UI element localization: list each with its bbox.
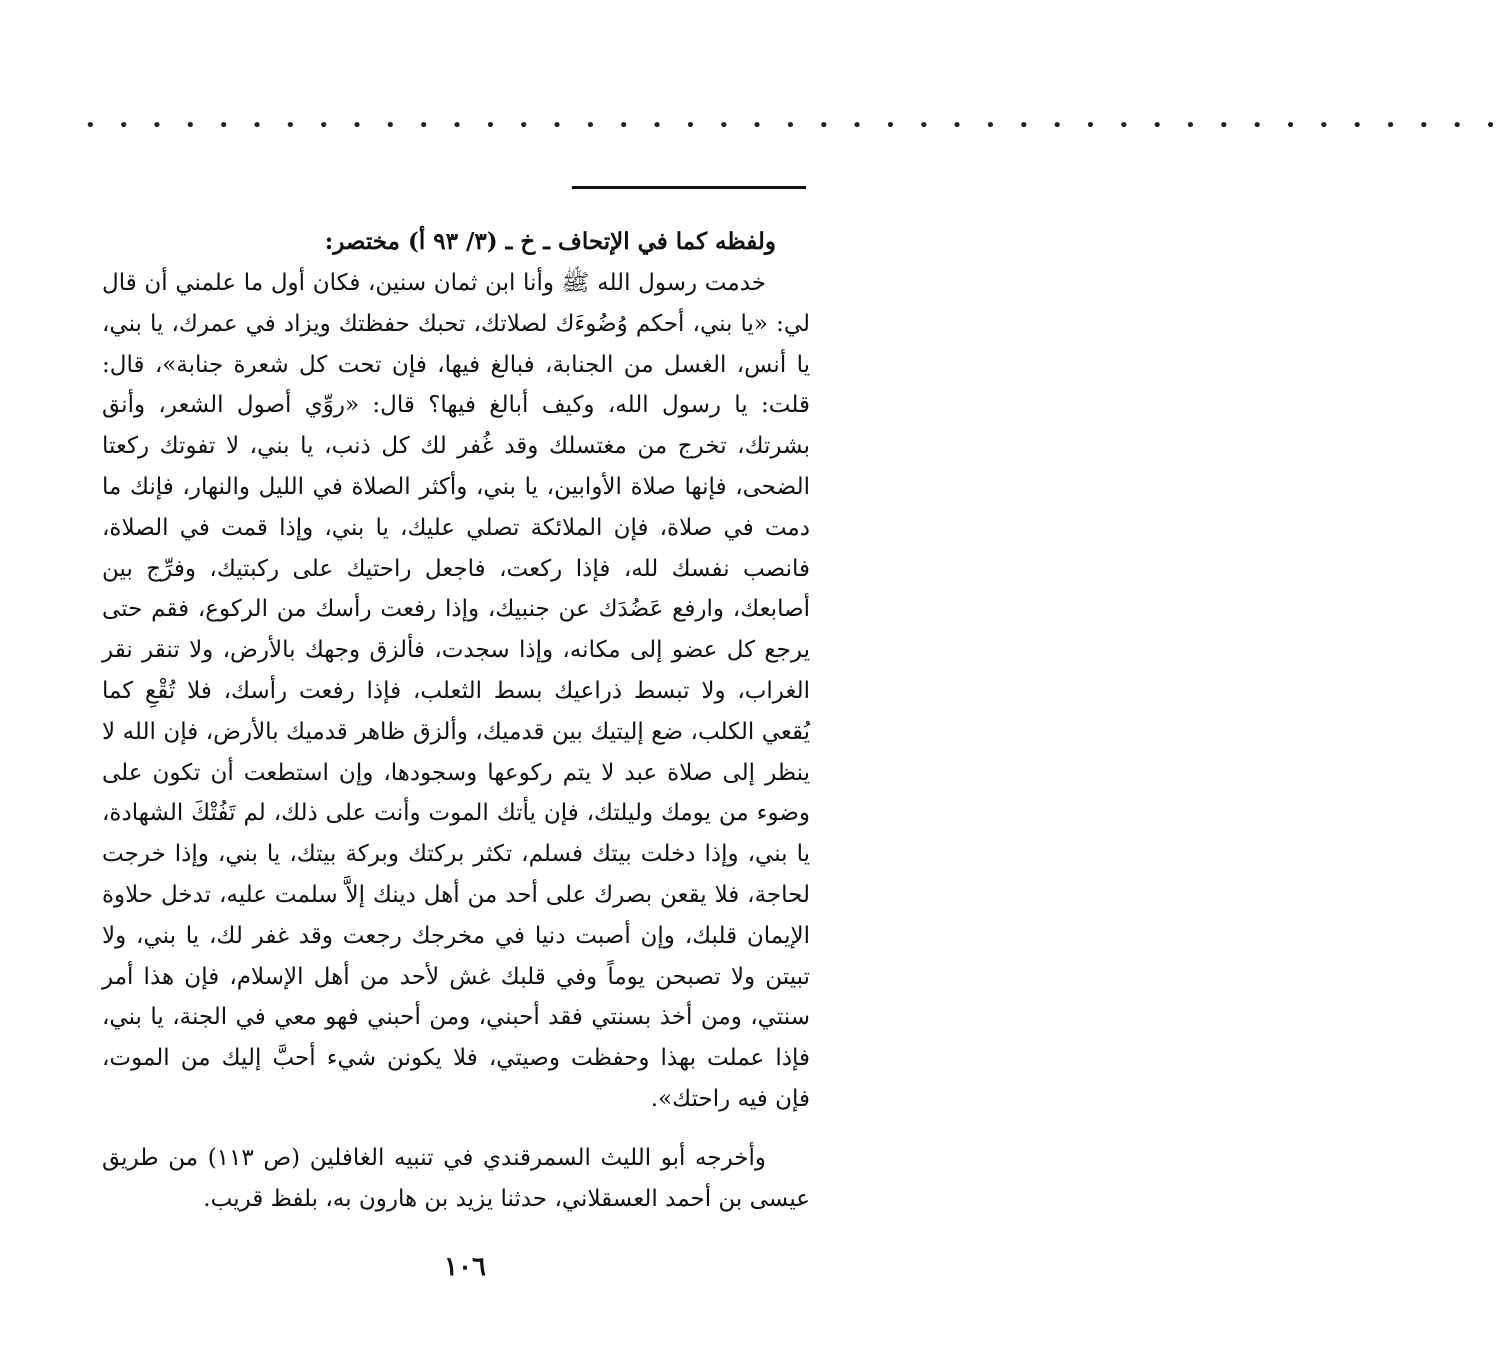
- hadith-paragraph: خدمت رسول الله ﷺ وأنا ابن ثمان سنين، فكان أول ما علمني أن قال لي: «يا بني، أحكم وُضُوءَك لصلاتك، تحبك حفظتك ويزاد في عمرك، يا بني، يا أنس، الغسل من الجنابة، فبالغ فيها، فإن تحت كل شعرة جنابة»، قال: قلت: يا رسول الله، وكيف أبالغ فيها؟ قال: «روِّي أصول الشعر، وأنق بشرتك، تخرج من مغتسلك وقد غُفر لك كل ذنب، يا بني، لا تفوتك ركعتا الضحى، فإنها صلاة الأوابين، يا بني، وأكثر الصلاة في الليل والنهار، فإنك ما دمت في صلاة، فإن الملائكة تصلي عليك، يا بني، وإذا قمت في الصلاة، فانصب نفسك لله، فإذا ركعت، فاجعل راحتيك على ركبتيك، وفرِّج بين أصابعك، وارفع عَضُدَك عن جنبيك، وإذا رفعت رأسك من الركوع، فقم حتى يرجع كل عضو إلى مكانه، وإذا سجدت، فألزق وجهك بالأرض، ولا تنقر نقر الغراب، ولا تبسط ذراعيك بسط الثعلب، فإذا رفعت رأسك، فلا تُقْعِ كما يُقعي الكلب، ضع إليتيك بين قدميك، وألزق ظاهر قدميك بالأرض، فإن الله لا ينظر إلى صلاة عبد لا يتم ركوعها وسجودها، وإن استطعت أن تكون على وضوء من يومك وليلتك، فإن يأتك الموت وأنت على ذلك، لم تَفُتْكَ الشهادة، يا بني، وإذا دخلت بيتك فسلم، تكثر بركتك وبركة بيتك، يا بني، وإذا خرجت لحاجة، فلا يقعن بصرك على أحد من أهل دينك إلاَّ سلمت عليه، تدخل حلاوة الإيمان قلبك، وإن أصبت دنيا في مخرجك رجعت وقد غفر لك، يا بني، ولا تبيتن ولا تصبحن يوماً وفي قلبك غش لأحد من أهل الإسلام، فإن هذا أمر سنتي، ومن أخذ بسنتي فقد أحبني، ومن أحبني فهو معي في الجنة، يا بني، فإذا عملت بهذا وحفظت وصيتي، فلا يكونن شيء أحبَّ إليك من الموت، فإن فيه راحتك».: [102, 270, 810, 1112]
- source-paragraph: وأخرجه أبو الليث السمرقندي في تنبيه الغافلين (ص ١١٣) من طريق عيسى بن أحمد العسقلاني، حدثنا يزيد بن هارون به، بلفظ قريب.: [102, 1145, 810, 1212]
- intro-line: ولفظه كما في الإتحاف ـ خ ـ (٣/ ٩٣ أ) مختصر:: [324, 228, 776, 255]
- page-number: ١٠٦: [444, 1252, 486, 1282]
- dotted-separator: • • • • • • • • • • • • • • • • • • • • • • • • • • • • • • • • • • • • • • • • • • •: [85, 115, 1504, 136]
- footnote-rule: [572, 186, 806, 189]
